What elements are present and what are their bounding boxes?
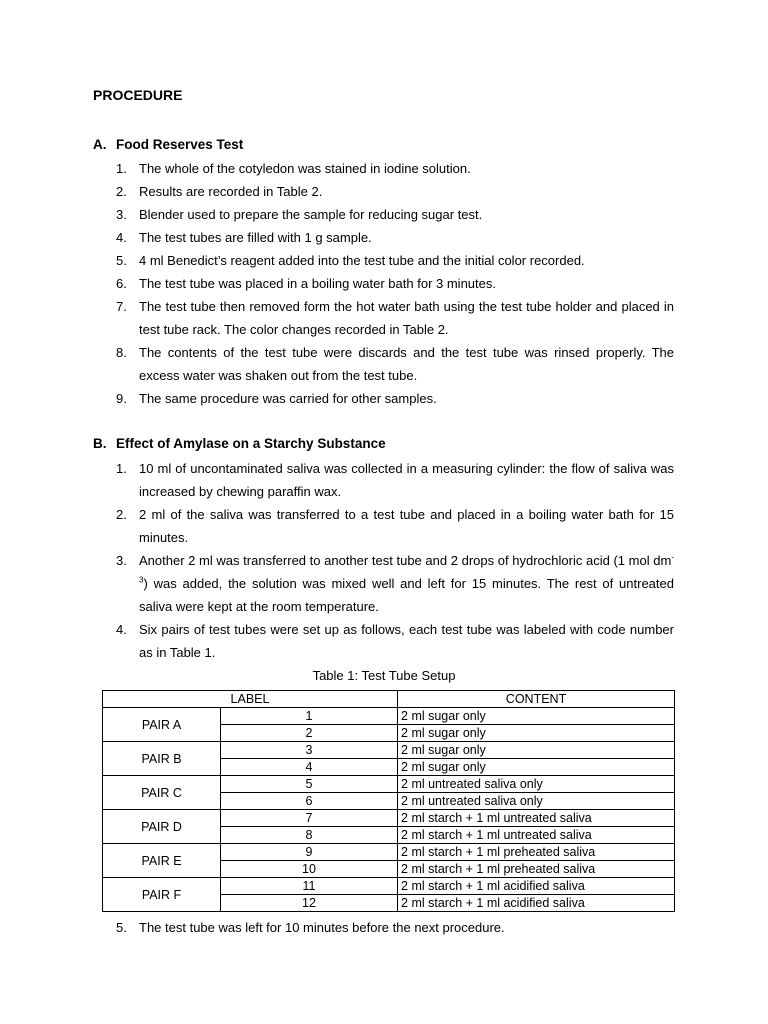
table-caption: Table 1: Test Tube Setup bbox=[312, 668, 456, 683]
header-label: LABEL bbox=[103, 691, 398, 708]
tube-number: 3 bbox=[221, 742, 398, 759]
tube-content: 2 ml starch + 1 ml acidified saliva bbox=[398, 878, 675, 895]
tube-content: 2 ml untreated saliva only bbox=[398, 776, 675, 793]
tube-number: 7 bbox=[221, 810, 398, 827]
tube-number: 9 bbox=[221, 844, 398, 861]
step-number: 1. bbox=[116, 161, 127, 176]
step-number: 4. bbox=[116, 622, 127, 637]
table-row bbox=[103, 742, 675, 759]
tube-number: 1 bbox=[221, 708, 398, 725]
step-text: The whole of the cotyledon was stained in iodine solution. bbox=[139, 161, 471, 176]
step-text: Six pairs of test tubes were set up as follows, each test tube was labeled with code number as in Table 1. bbox=[139, 622, 674, 660]
section-a-title: Food Reserves Test bbox=[116, 137, 244, 152]
step-text: The contents of the test tube were discards and the test tube was rinsed properly. The excess water was shaken out from the test tube. bbox=[139, 345, 674, 383]
list-item bbox=[116, 457, 674, 503]
tube-content: 2 ml sugar only bbox=[398, 708, 675, 725]
list-item bbox=[116, 157, 674, 180]
section-b-final-step bbox=[116, 916, 674, 939]
table-row bbox=[103, 878, 675, 895]
step-number: 1. bbox=[116, 461, 127, 476]
step-number: 6. bbox=[116, 276, 127, 291]
step-number: 2. bbox=[116, 184, 127, 199]
test-tube-setup-table bbox=[102, 690, 675, 912]
pair-label: PAIR C bbox=[103, 776, 221, 810]
step-text: The test tubes are filled with 1 g sample. bbox=[139, 230, 372, 245]
list-item bbox=[116, 387, 674, 410]
step-text-continued: ) was added, the solution was mixed well and left for 15 minutes. The rest of untreated saliva were kept at the room temperature. bbox=[139, 576, 674, 614]
tube-content: 2 ml starch + 1 ml untreated saliva bbox=[398, 827, 675, 844]
list-item bbox=[116, 295, 674, 341]
tube-content: 2 ml sugar only bbox=[398, 759, 675, 776]
pair-label: PAIR F bbox=[103, 878, 221, 912]
pair-label: PAIR E bbox=[103, 844, 221, 878]
tube-number: 6 bbox=[221, 793, 398, 810]
step-text: Another 2 ml was transferred to another test tube and 2 drops of hydrochloric acid (1 mol dm bbox=[139, 553, 672, 568]
header-content: CONTENT bbox=[398, 691, 675, 708]
table-row bbox=[103, 844, 675, 861]
step-text: Blender used to prepare the sample for reducing sugar test. bbox=[139, 207, 483, 222]
list-item bbox=[116, 503, 674, 549]
step-text: Results are recorded in Table 2. bbox=[139, 184, 323, 199]
list-item bbox=[116, 180, 674, 203]
step-text: 4 ml Benedict’s reagent added into the test tube and the initial color recorded. bbox=[139, 253, 585, 268]
step-number: 4. bbox=[116, 230, 127, 245]
tube-number: 10 bbox=[221, 861, 398, 878]
tube-content: 2 ml sugar only bbox=[398, 742, 675, 759]
tube-number: 11 bbox=[221, 878, 398, 895]
section-a-steps bbox=[116, 157, 674, 410]
page-title: PROCEDURE bbox=[93, 87, 183, 103]
section-b-heading bbox=[93, 436, 386, 451]
table-row bbox=[103, 776, 675, 793]
pair-label: PAIR B bbox=[103, 742, 221, 776]
section-a-letter: A. bbox=[93, 137, 107, 152]
step-text: The test tube was left for 10 minutes before the next procedure. bbox=[139, 920, 505, 935]
tube-number: 8 bbox=[221, 827, 398, 844]
tube-content: 2 ml starch + 1 ml acidified saliva bbox=[398, 895, 675, 912]
tube-content: 2 ml untreated saliva only bbox=[398, 793, 675, 810]
list-item bbox=[116, 203, 674, 226]
step-text: 2 ml of the saliva was transferred to a test tube and placed in a boiling water bath for 15 minutes. bbox=[139, 507, 674, 545]
step-number: 2. bbox=[116, 507, 127, 522]
tube-content: 2 ml starch + 1 ml preheated saliva bbox=[398, 844, 675, 861]
tube-content: 2 ml starch + 1 ml preheated saliva bbox=[398, 861, 675, 878]
step-number: 5. bbox=[116, 253, 127, 268]
pair-label: PAIR D bbox=[103, 810, 221, 844]
step-number: 3. bbox=[116, 207, 127, 222]
tube-number: 5 bbox=[221, 776, 398, 793]
list-item bbox=[116, 249, 674, 272]
table-row bbox=[103, 810, 675, 827]
tube-content: 2 ml starch + 1 ml untreated saliva bbox=[398, 810, 675, 827]
list-item bbox=[116, 341, 674, 387]
step-text: 10 ml of uncontaminated saliva was collected in a measuring cylinder: the flow of saliva was increased by chewing paraffin wax. bbox=[139, 461, 674, 499]
list-item bbox=[116, 272, 674, 295]
step-number: 9. bbox=[116, 391, 127, 406]
pair-label: PAIR A bbox=[103, 708, 221, 742]
section-a-heading bbox=[93, 137, 243, 152]
step-text: The same procedure was carried for other samples. bbox=[139, 391, 437, 406]
tube-number: 12 bbox=[221, 895, 398, 912]
step-number: 5. bbox=[116, 920, 127, 935]
list-item bbox=[116, 618, 674, 664]
step-number: 3. bbox=[116, 553, 127, 568]
tube-content: 2 ml sugar only bbox=[398, 725, 675, 742]
step-text: The test tube was placed in a boiling water bath for 3 minutes. bbox=[139, 276, 496, 291]
list-item bbox=[116, 226, 674, 249]
section-b-letter: B. bbox=[93, 436, 107, 451]
step-number: 7. bbox=[116, 299, 127, 314]
table-row bbox=[103, 708, 675, 725]
step-number: 8. bbox=[116, 345, 127, 360]
section-b-title: Effect of Amylase on a Starchy Substance bbox=[116, 436, 386, 451]
list-item bbox=[116, 916, 674, 939]
superscript: -3 bbox=[139, 552, 674, 585]
section-b-steps bbox=[116, 457, 674, 664]
list-item bbox=[116, 549, 674, 618]
tube-number: 2 bbox=[221, 725, 398, 742]
step-text: The test tube then removed form the hot water bath using the test tube holder and placed in test tube rack. The color changes recorded in Table 2. bbox=[139, 299, 674, 337]
table-header-row bbox=[103, 691, 675, 708]
tube-number: 4 bbox=[221, 759, 398, 776]
